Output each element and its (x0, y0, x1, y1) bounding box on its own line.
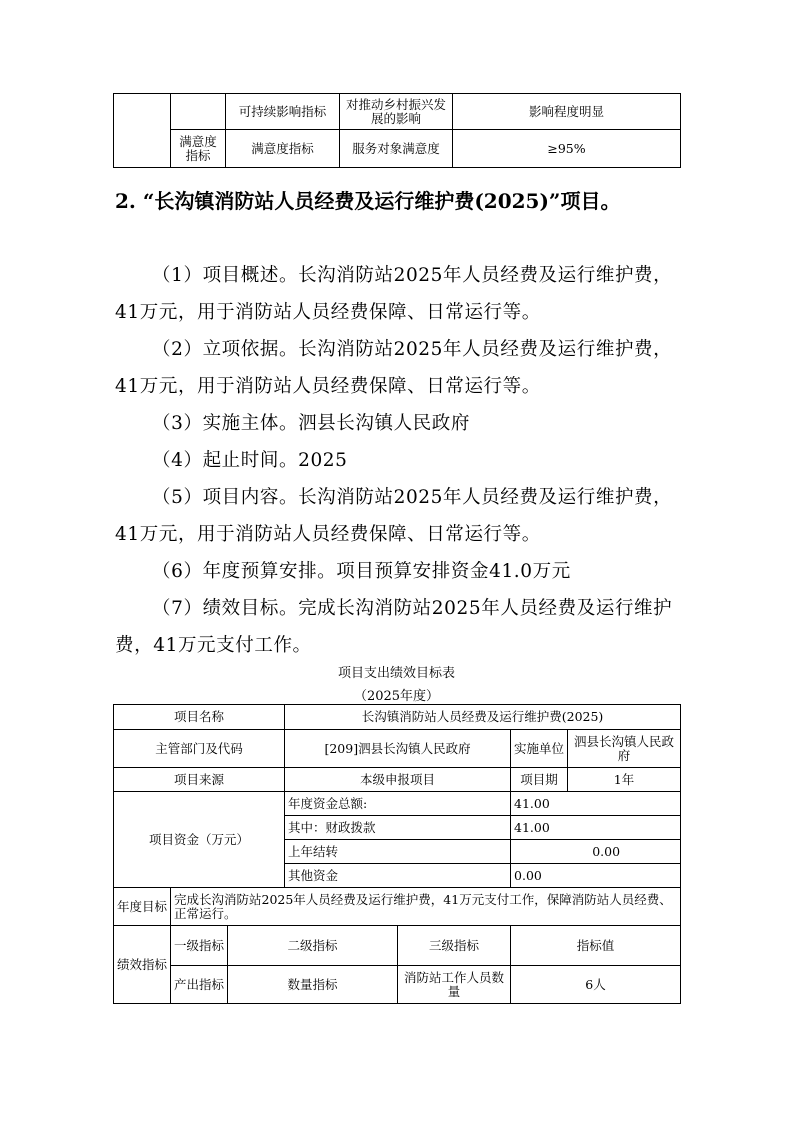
paragraph-content: （5）项目内容。长沟消防站2025年人员经费及运行维护费，41万元，用于消防站人员经费保障、日常运行等。 (115, 487, 673, 545)
source-value: 本级申报项目 (285, 768, 511, 792)
table-cell: 对推动乡村振兴发展的影响 (340, 94, 453, 130)
table-cell: 可持续影响指标 (226, 94, 340, 130)
funds-label: 项目资金（万元） (114, 792, 285, 888)
carryover-label: 上年结转 (285, 840, 511, 864)
period-value: 1年 (568, 768, 681, 792)
level1-header: 一级指标 (171, 926, 228, 966)
output-indicator-label: 产出指标 (171, 966, 228, 1004)
staff-count-value: 6人 (511, 966, 681, 1004)
section-heading: 2. “长沟镇消防站人员经费及运行维护费(2025)”项目。 (115, 189, 621, 213)
quantity-indicator-label: 数量指标 (228, 966, 398, 1004)
performance-target-table (113, 704, 681, 1004)
other-funds-label: 其他资金 (285, 864, 511, 888)
fiscal-value: 41.00 (511, 816, 681, 840)
impl-label: 实施单位 (511, 730, 568, 768)
goal-value: 完成长沟消防站2025年人员经费及运行维护费，41万元支付工作，保障消防站人员经费、正常运行。 (171, 888, 681, 926)
dept-label: 主管部门及代码 (114, 730, 285, 768)
period-label: 项目期 (511, 768, 568, 792)
merged-empty-cell (114, 94, 171, 168)
paragraph-overview: （1）项目概述。长沟消防站2025年人员经费及运行维护费，41万元，用于消防站人员经费保障、日常运行等。 (115, 265, 673, 323)
fiscal-label: 其中：财政拨款 (285, 816, 511, 840)
perf-indicator-label: 绩效指标 (114, 926, 171, 1004)
paragraph-period: （4）起止时间。2025 (152, 450, 348, 471)
other-funds-value: 0.00 (511, 864, 681, 888)
project-name-label: 项目名称 (114, 705, 285, 730)
table-cell: 服务对象满意度 (340, 130, 453, 168)
table-cell: ≥95% (453, 130, 681, 168)
dept-value: [209]泗县长沟镇人民政府 (285, 730, 511, 768)
table-cell: 影响程度明显 (453, 94, 681, 130)
goal-label: 年度目标 (114, 888, 171, 926)
paragraph-entity: （3）实施主体。泗县长沟镇人民政府 (152, 413, 470, 434)
top-performance-table (113, 93, 681, 168)
annual-total-label: 年度资金总额: (285, 792, 511, 816)
paragraph-budget: （6）年度预算安排。项目预算安排资金41.0万元 (152, 561, 571, 582)
project-name-value: 长沟镇消防站人员经费及运行维护费(2025) (285, 705, 681, 730)
paragraph-basis: （2）立项依据。长沟消防站2025年人员经费及运行维护费，41万元，用于消防站人员经费保障、日常运行等。 (115, 339, 673, 397)
table-subcaption: （2025年度） (353, 689, 440, 704)
table-caption: 项目支出绩效目标表 (337, 666, 455, 681)
table-cell: 满意度指标 (171, 130, 226, 168)
table-cell: 满意度指标 (226, 130, 340, 168)
staff-count-label: 消防站工作人员数量 (398, 966, 511, 1004)
impl-value: 泗县长沟镇人民政府 (568, 730, 681, 768)
value-header: 指标值 (511, 926, 681, 966)
paragraph-goal: （7）绩效目标。完成长沟消防站2025年人员经费及运行维护费，41万元支付工作。 (115, 598, 673, 656)
source-label: 项目来源 (114, 768, 285, 792)
level3-header: 三级指标 (398, 926, 511, 966)
empty-cell (171, 94, 226, 130)
level2-header: 二级指标 (228, 926, 398, 966)
carryover-value: 0.00 (511, 840, 681, 864)
annual-total-value: 41.00 (511, 792, 681, 816)
